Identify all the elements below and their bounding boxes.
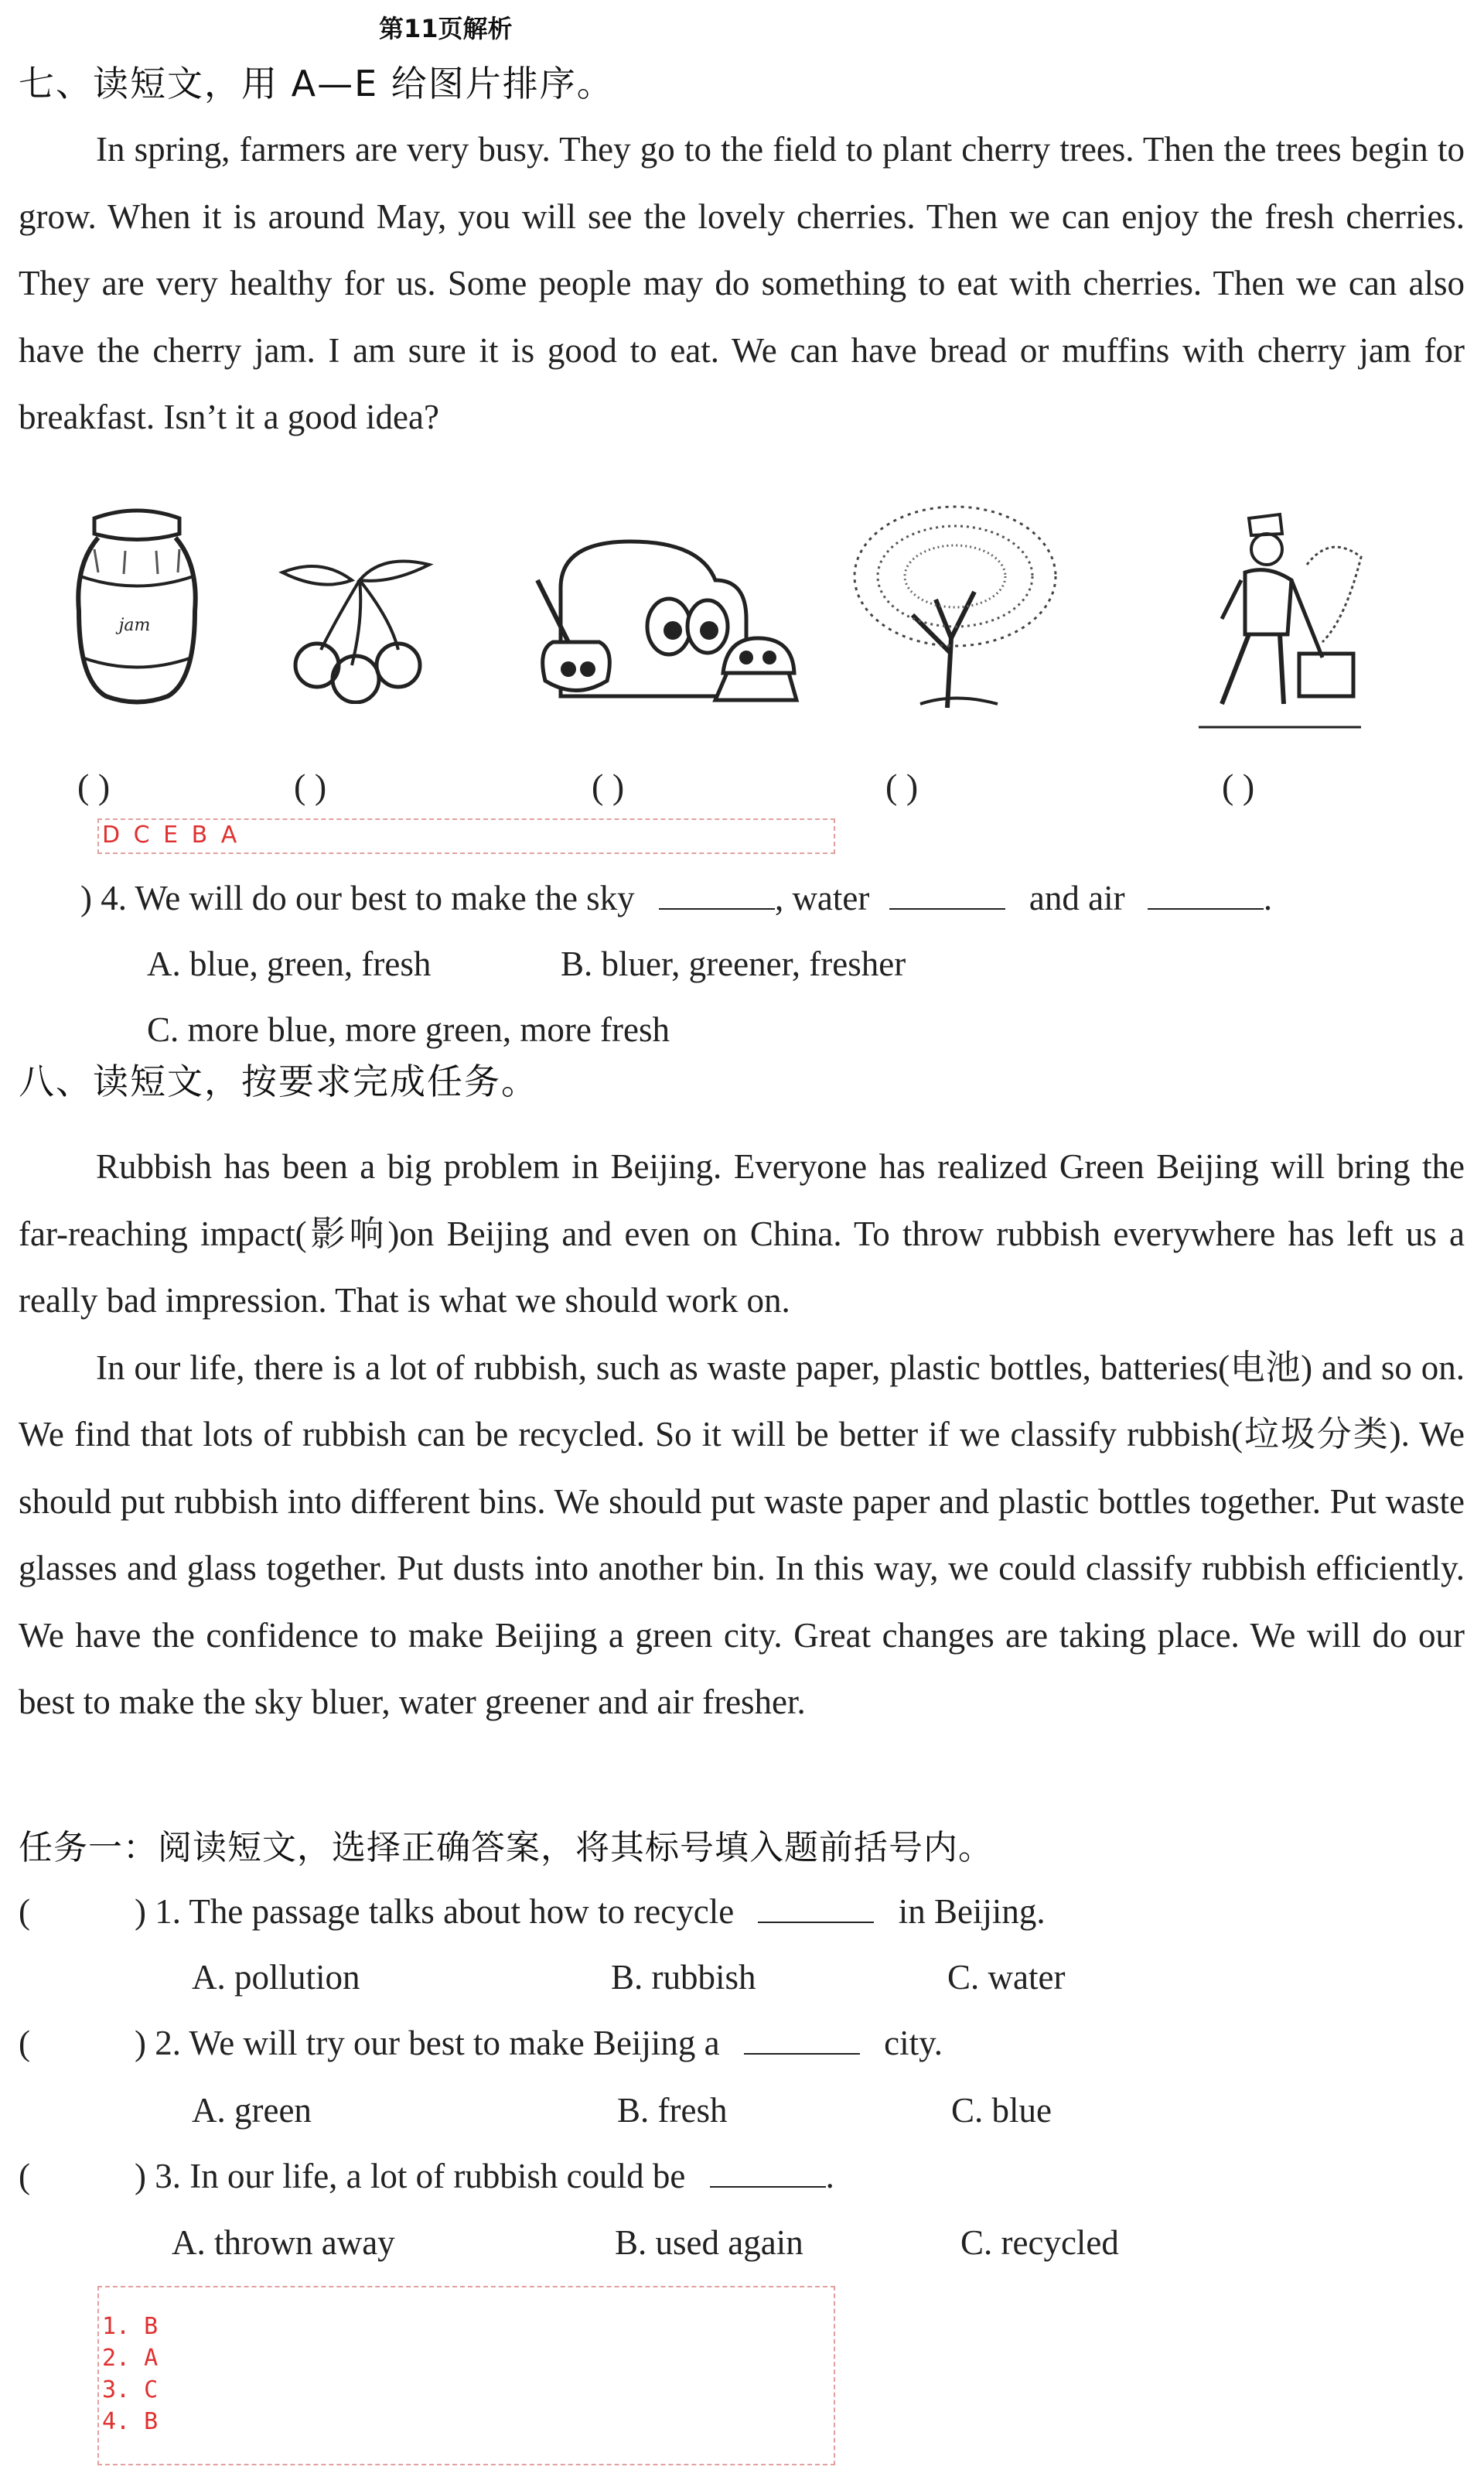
q1-stem: ) 1. The passage talks about how to recycle bbox=[135, 1892, 735, 1931]
question4-option-c: C. more blue, more green, more fresh bbox=[147, 1010, 670, 1049]
section7-passage bbox=[19, 116, 1465, 451]
q2-option-a: A. green bbox=[192, 2091, 312, 2130]
question4-end: . bbox=[1263, 879, 1273, 917]
paren-2: ( ) bbox=[294, 767, 327, 806]
q1-blank bbox=[758, 1921, 874, 1923]
q1-open-paren: ( bbox=[19, 1892, 30, 1931]
q1-option-a: A. pollution bbox=[192, 1958, 360, 1997]
answer-item-2: 2. A bbox=[102, 2345, 159, 2372]
jam-label: jam bbox=[118, 616, 151, 635]
section8-para1: Rubbish has been a big problem in Beijing. Everyone has realized Green Beijing will bring the far-reaching impact(影响)on Beijing and even on China. To throw rubbish everywhere has left us a really bad impression. That is what we should work on. bbox=[19, 1147, 1465, 1320]
question4-blank-1 bbox=[659, 907, 775, 910]
q3-blank bbox=[710, 2185, 826, 2188]
question4-option-a: A. blue, green, fresh bbox=[147, 945, 432, 983]
q2-blank bbox=[744, 2052, 860, 2055]
q2-option-b: B. fresh bbox=[617, 2091, 728, 2130]
section7-heading: 七、读短文，用 A—E 给图片排序。 bbox=[19, 63, 614, 104]
question4-option-b: B. bluer, greener, fresher bbox=[561, 945, 906, 983]
page-title: 第11页解析 bbox=[379, 14, 513, 43]
q3-open-paren: ( bbox=[19, 2157, 30, 2195]
section7-passage-text: In spring, farmers are very busy. They go to the field to plant cherry trees. Then the trees begin to grow. When it is around May, you will see the lovely cherries. Then we can enjoy the fresh cherries. They are very healthy for us. Some people may do something to eat with cherries. Then we can also have the cherry jam. I am sure it is good to eat. We can have bread or muffins with cherry jam for breakfast. Isn’t it a good idea? bbox=[19, 130, 1465, 436]
q2-stem: ) 2. We will try our best to make Beijing a bbox=[135, 2024, 720, 2062]
q1-option-b: B. rubbish bbox=[611, 1958, 756, 1997]
q2-open-paren: ( bbox=[19, 2024, 30, 2062]
q3-line bbox=[19, 2156, 834, 2196]
question4-blank-3 bbox=[1148, 907, 1264, 910]
answer-item-3: 3. C bbox=[102, 2376, 159, 2403]
section8-para2: In our life, there is a lot of rubbish, such as waste paper, plastic bottles, batteries(电池) and so on. We find that lots of rubbish can be recycled. So it will be better if we classify rubbish(垃圾分类). We should put rubbish into different bins. We should put waste paper and plastic bottles together. Put waste glasses and glass together. Put dusts into another bin. In this way, we could classify rubbish efficiently. We have the confidence to make Beijing a green city. Great changes are taking place. We will do our best to make the sky bluer, water greener and air fresher. bbox=[19, 1348, 1465, 1721]
section8-heading: 八、读短文，按要求完成任务。 bbox=[19, 1061, 538, 1102]
answer-item-4: 4. B bbox=[102, 2408, 159, 2435]
q1-option-c: C. water bbox=[947, 1958, 1066, 1997]
q1-tail: in Beijing. bbox=[898, 1892, 1046, 1931]
answer-item-1: 1. B bbox=[102, 2313, 159, 2340]
q1-line bbox=[19, 1891, 1046, 1932]
paren-1: ( ) bbox=[77, 767, 111, 806]
task1-heading: 任务一：阅读短文，选择正确答案，将其标号填入题前括号内。 bbox=[19, 1828, 993, 1867]
bread-muffin-jam-icon bbox=[514, 534, 808, 712]
section8-passage bbox=[19, 1133, 1465, 1736]
answer-box-section7 bbox=[97, 818, 835, 854]
cherries-icon bbox=[275, 549, 445, 704]
q3-option-a: A. thrown away bbox=[172, 2223, 395, 2262]
q2-tail: city. bbox=[884, 2024, 943, 2062]
question4-blank-2 bbox=[889, 907, 1005, 910]
question4-stem: ) 4. We will do our best to make the sky bbox=[80, 879, 635, 917]
q3-tail: . bbox=[825, 2157, 834, 2195]
paren-4: ( ) bbox=[885, 767, 919, 806]
answer-section7: D C E B A bbox=[102, 822, 241, 849]
answer-box-section8 bbox=[97, 2286, 835, 2465]
question4-air: and air bbox=[1029, 879, 1125, 917]
q3-stem: ) 3. In our life, a lot of rubbish could be bbox=[135, 2157, 686, 2195]
paren-5: ( ) bbox=[1222, 767, 1255, 806]
farmer-planting-icon bbox=[1191, 503, 1369, 743]
question4-water: , water bbox=[774, 879, 870, 917]
q2-option-c: C. blue bbox=[951, 2091, 1052, 2130]
q3-option-b: B. used again bbox=[615, 2223, 803, 2262]
q3-option-c: C. recycled bbox=[960, 2223, 1119, 2262]
cherry-tree-icon bbox=[843, 499, 1067, 716]
question4-line bbox=[80, 878, 1272, 918]
paren-3: ( ) bbox=[592, 767, 625, 806]
jam-jar-icon bbox=[63, 503, 210, 712]
q2-line bbox=[19, 2023, 943, 2063]
